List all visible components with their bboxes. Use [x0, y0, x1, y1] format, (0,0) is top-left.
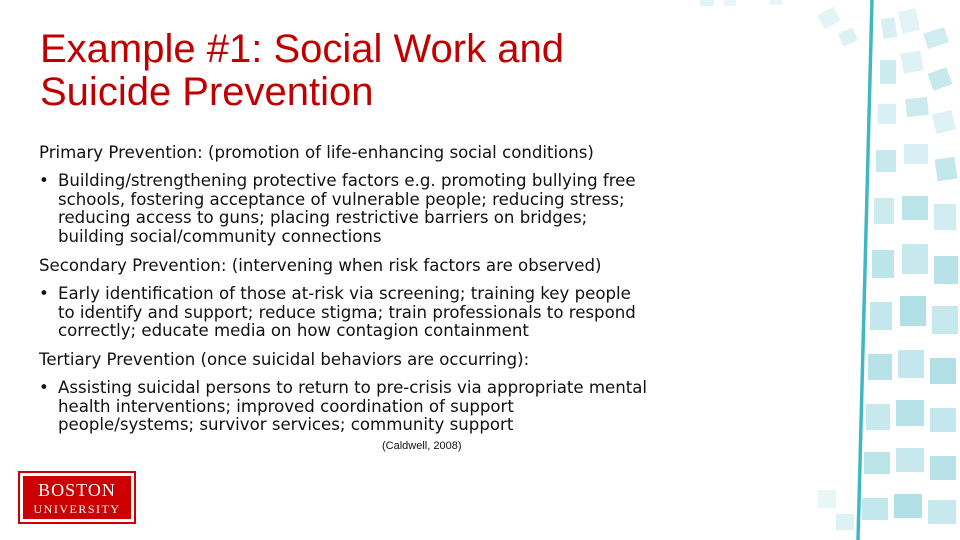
slide-body [39, 143, 699, 444]
bullet-line: people/systems; survivor services; community support [58, 415, 514, 435]
logo-line-2: UNIVERSITY [33, 502, 121, 516]
bullet-line: to identify and support; reduce stigma; train professionals to respond [58, 302, 636, 322]
bullet-line: health interventions; improved coordination of support [58, 396, 514, 416]
bullet-item [39, 285, 699, 341]
bullet-line: correctly; educate media on how contagion containment [58, 321, 529, 341]
secondary-prevention-section [39, 256, 699, 341]
bullet-item [39, 172, 699, 247]
bullet-glyph: • [39, 283, 49, 303]
section-heading: Secondary Prevention: (intervening when risk factors are observed) [39, 255, 602, 275]
bullet-glyph: • [39, 377, 49, 397]
section-heading: Primary Prevention: (promotion of life-enhancing social conditions) [39, 143, 594, 162]
bullet-line: building social/community connections [58, 227, 382, 247]
bullet-line: reducing access to guns; placing restrictive barriers on bridges; [58, 208, 588, 228]
radial-tile-pattern [700, 0, 958, 530]
tertiary-prevention-section [39, 350, 699, 435]
bullet-line: Assisting suicidal persons to return to pre-crisis via appropriate mental [58, 377, 648, 397]
bullet-item [39, 379, 699, 435]
logo-line-1: BOSTON [38, 480, 116, 500]
slide-title: Example #1: Social Work and Suicide Prevention [40, 27, 564, 114]
bullet-line: Building/strengthening protective factors e.g. promoting bullying free [58, 171, 636, 190]
primary-prevention-section [39, 143, 699, 247]
bullet-glyph: • [39, 171, 49, 190]
citation: (Caldwell, 2008) [382, 440, 462, 452]
boston-university-logo [18, 471, 136, 524]
section-heading: Tertiary Prevention (once suicidal behaviors are occurring): [39, 349, 530, 369]
bullet-line: Early identification of those at-risk via screening; training key people [58, 283, 631, 303]
logo-plate [23, 476, 131, 519]
bullet-line: schools, fostering acceptance of vulnerable people; reducing stress; [58, 189, 625, 209]
